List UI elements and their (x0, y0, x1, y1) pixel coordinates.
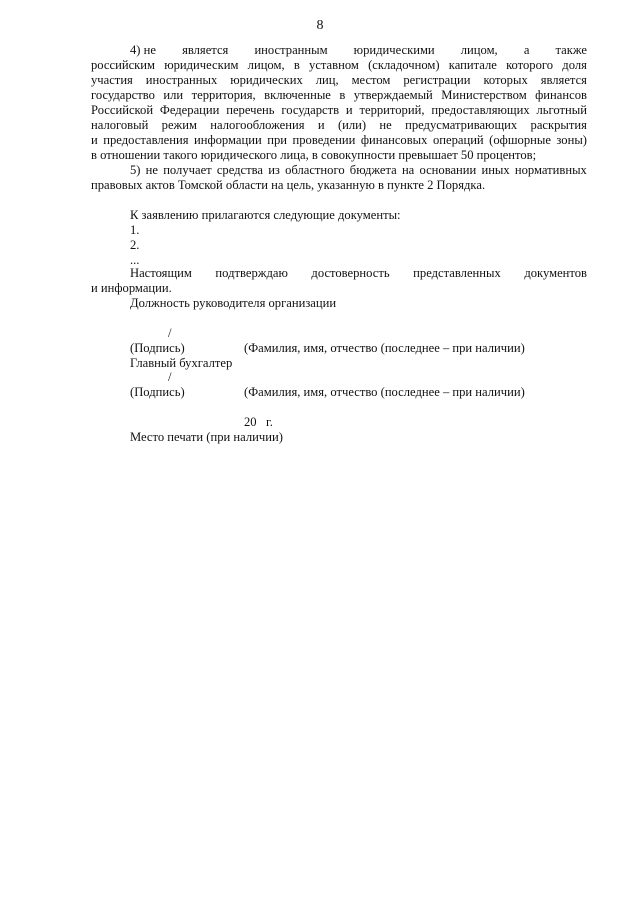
item4-line: Российской Федерации перечень государств и территорий, предоставляющих льготный (91, 103, 587, 117)
chief-accountant-label: Главный бухгалтер (130, 356, 233, 370)
confirmation-last-line: и информации. (91, 281, 172, 295)
item4-word: иностранным (254, 43, 328, 57)
item4-word: 4) не (130, 43, 156, 57)
confirmation-first-line (130, 266, 587, 281)
confirmation-word: представленных (413, 266, 501, 280)
item4-line: участия иностранных юридических лиц, местом регистрации которых является (91, 73, 587, 87)
item4-line: и предоставления информации при проведении финансовых операций (офшорные зоны) (91, 133, 587, 147)
page-number: 8 (316, 18, 324, 33)
item4-line: налоговый режим налогообложения и (или) не предусматривающих раскрытия (91, 118, 587, 132)
confirmation-word: документов (524, 266, 587, 280)
attachments-heading: К заявлению прилагаются следующие документы: (130, 208, 401, 222)
attachment-item: 2. (130, 238, 140, 252)
item4-line: государство или территория, включенные в утверждаемый Министерством финансов (91, 88, 587, 102)
confirmation-word: Настоящим (130, 266, 192, 280)
attachment-item: ... (130, 253, 140, 267)
signature-slash: / (168, 370, 172, 384)
item4-last-line: в отношении такого юридического лица, в совокупности превышает 50 процентов; (91, 148, 537, 162)
stamp-place-label: Место печати (при наличии) (130, 430, 283, 444)
item4-word: является (182, 43, 229, 57)
head-sign-label: (Подпись) (130, 341, 185, 355)
attachment-item: 1. (130, 223, 140, 237)
item4-word: лицом, (460, 43, 498, 57)
item5-first-line: 5) не получает средства из областного бюджета на основании иных нормативных (130, 163, 587, 177)
head-position-label: Должность руководителя организации (130, 296, 337, 310)
item5-last-line: правовых актов Томской области на цель, указанную в пункте 2 Порядка. (91, 178, 486, 192)
confirmation-word: подтверждаю (215, 266, 288, 280)
date-year: 20 (244, 415, 257, 429)
item4-word: также (555, 43, 587, 57)
item4-word: юридическими (353, 43, 435, 57)
date-year-suffix: г. (266, 415, 273, 429)
item4-first-line (130, 43, 587, 58)
accountant-sign-label: (Подпись) (130, 385, 185, 399)
item4-word: а (523, 43, 530, 57)
signature-slash: / (168, 326, 172, 340)
confirmation-word: достоверность (311, 266, 390, 280)
item4-line: российским юридическим лицом, в уставном (складочном) капитале которого доля (91, 58, 587, 72)
accountant-name-label: (Фамилия, имя, отчество (последнее – при наличии) (244, 385, 525, 399)
head-name-label: (Фамилия, имя, отчество (последнее – при наличии) (244, 341, 525, 355)
